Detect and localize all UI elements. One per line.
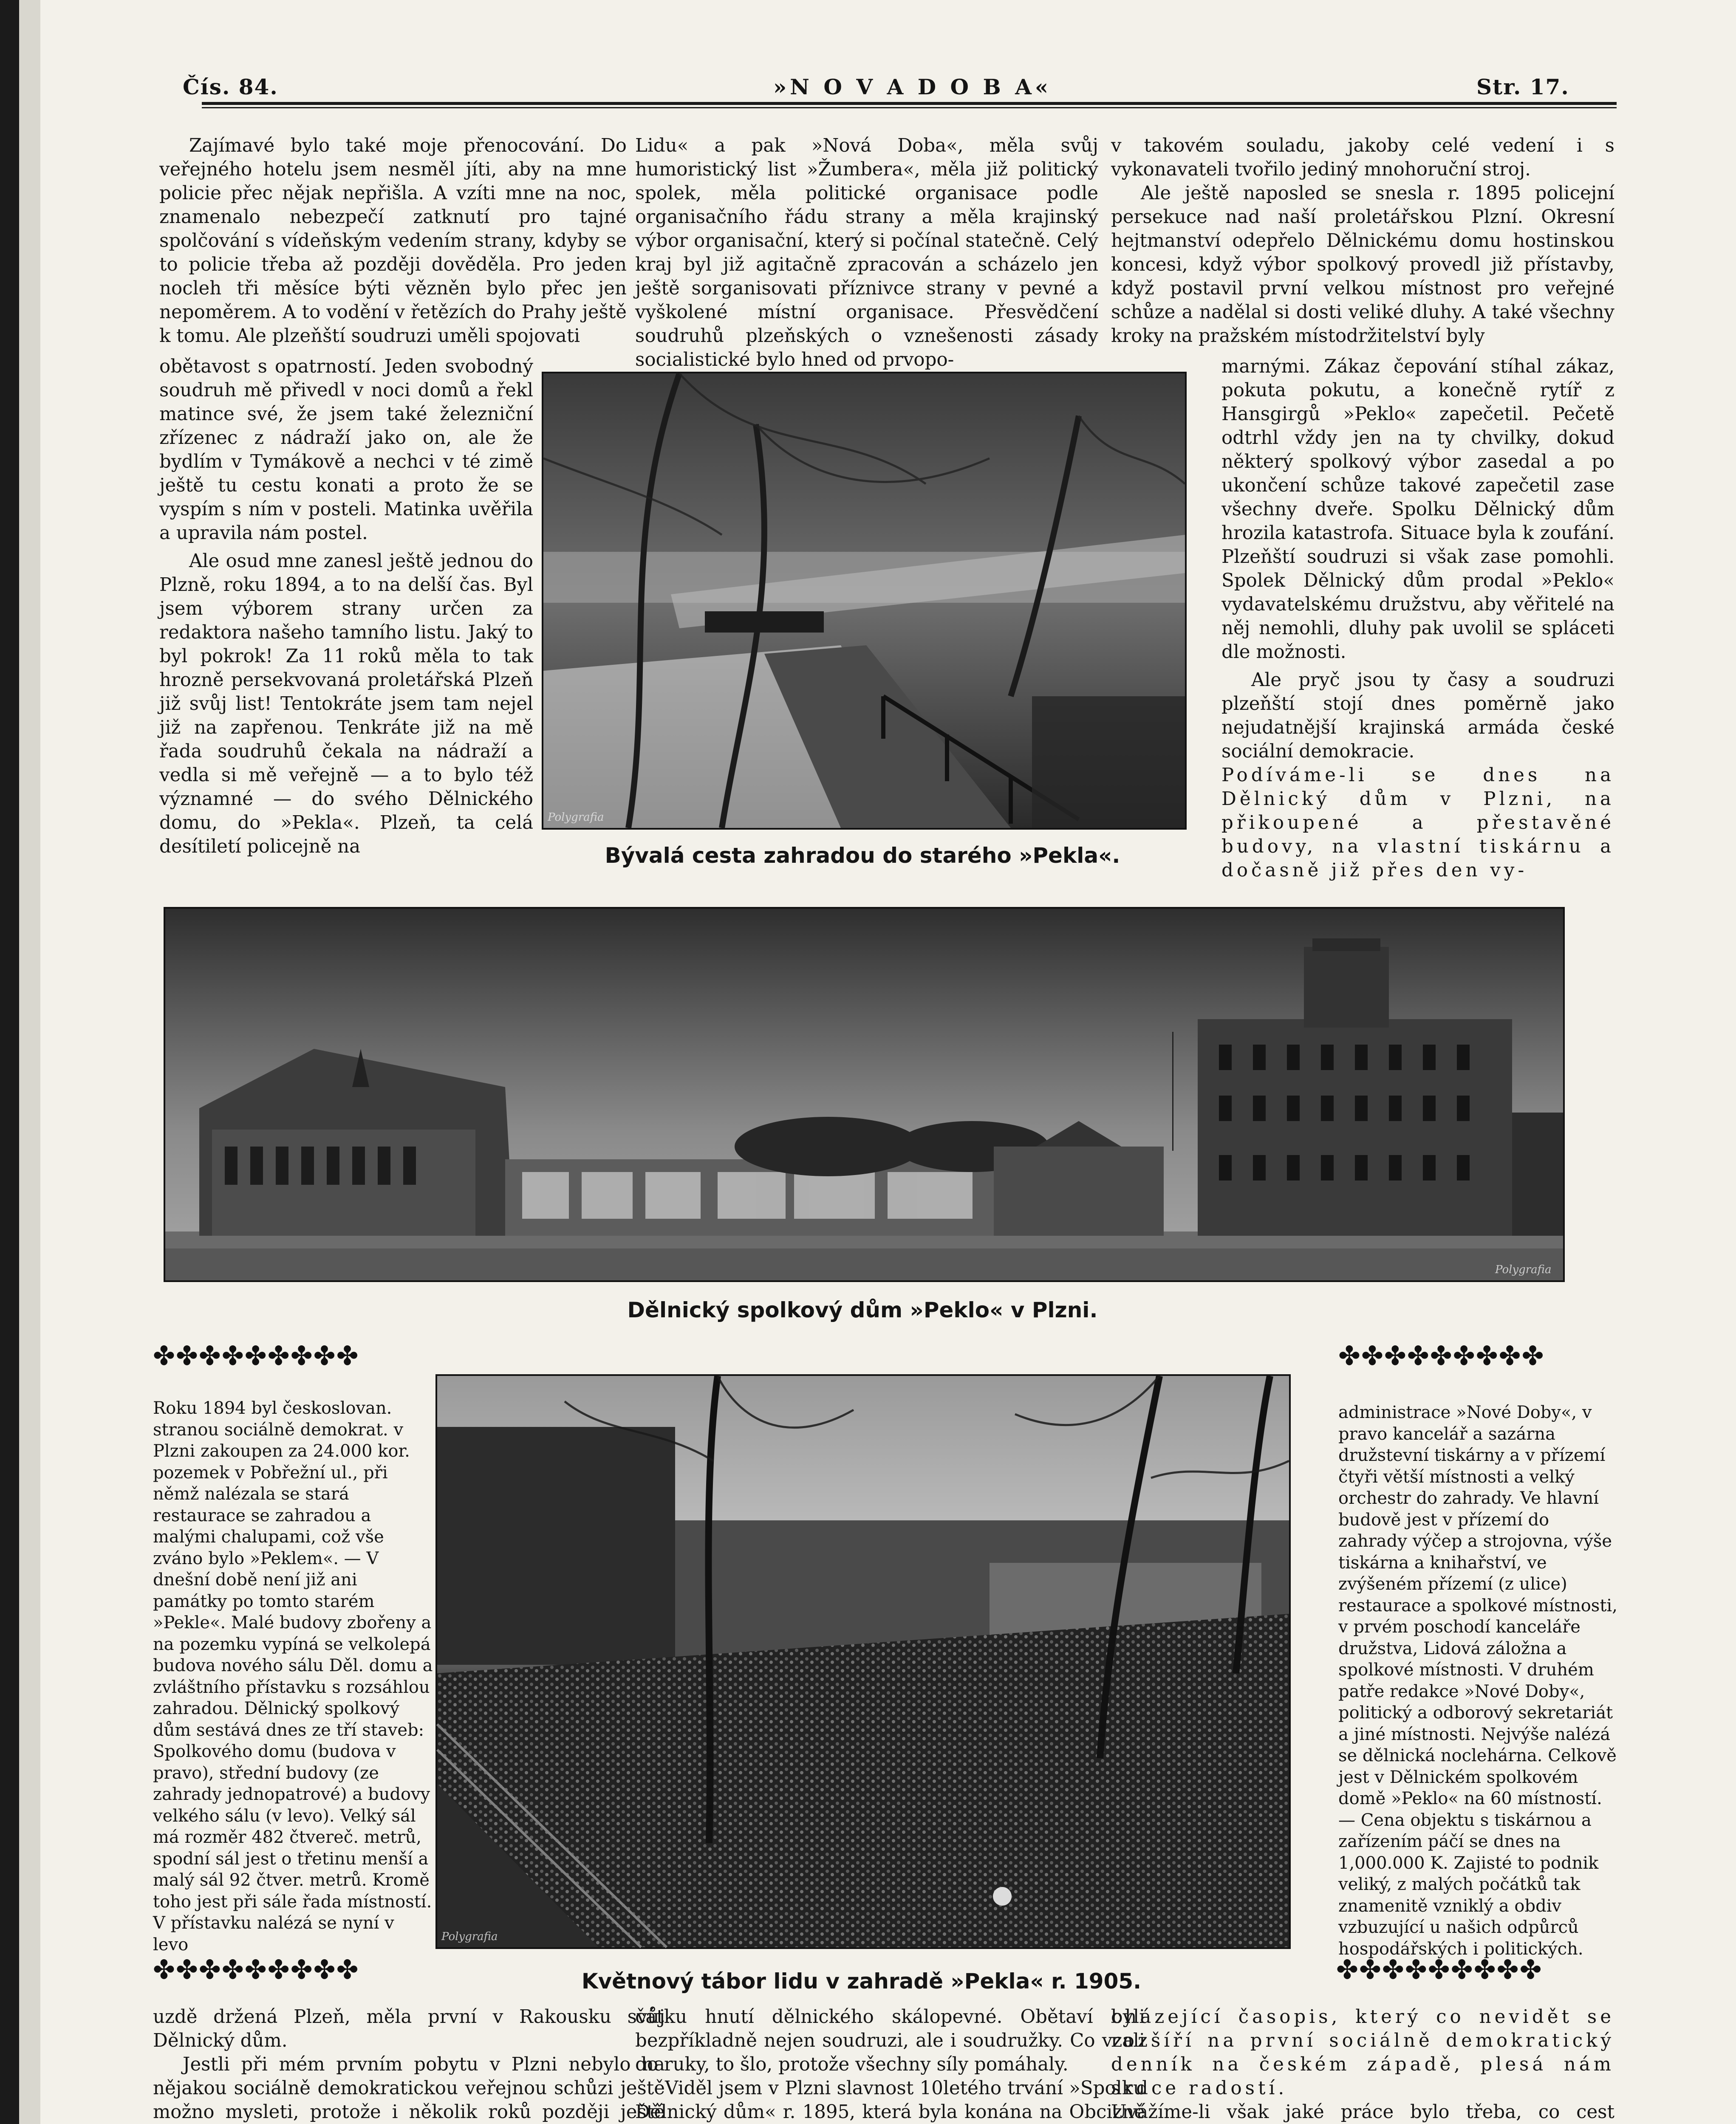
paragraph: uzdě držená Plzeň, měla první v Rakousku svůj Dělnický dům.: [153, 2006, 665, 2051]
photo-may-rally-image: [437, 1376, 1289, 1947]
column-3-top: [1111, 134, 1614, 355]
photo-peklo-building-image: [165, 909, 1563, 1280]
bottom-column-1: [153, 2005, 665, 2124]
header-rule: [202, 102, 1617, 105]
caption-garden-path: Bývalá cesta zahradou do starého »Pekla«.: [605, 843, 1120, 868]
paragraph: administrace »Nové Doby«, v pravo kancelář a sazárna družstevní tiskárny a v přízemí čtyři větší místnosti a velký orchestr do zahrady. Ve hlavní budově jest v přízemí do zahrady výčep a strojovna, výše tiskárna a knihařství, ve zvýšeném přízemí (z ulice) restaurace a spolkové místnosti, v prvém poschodí kanceláře družstva, Lidová záložna a spolkové místnosti. V druhém patře redakce »Nové Doby«, politický a odborový sekretariát a jiné místnosti. Nejvýše nalézá se dělnická noclehárna. Celkově jest v Dělnickém spolkovém domě »Peklo« na 60 místností. — Cena objektu s tiskárnou a zařízením páčí se dnes na 1,000.000 K. Zajisté to podnik veliký, z malých počátků tak znamenitě vzniklý a obdiv vzbuzující u našich odpůrců hospodářských i politických.: [1338, 1403, 1617, 1959]
paragraph: Zajímavé bylo také moje přenocování. Do veřejného hotelu jsem nesměl jíti, aby na mne policie přec nějak nepřišla. A vzíti mne na noc, znamenalo nebezpečí zatknutí pro tajné spolčování s vídeňským vedením strany, kdyby se to policie třeba až později dověděla. Pro jeden nocleh tři měsíce býti vězněn bylo přec jen nepoměrem. A to vodění v řetězích do Prahy ještě k tomu. Ale plzeňští soudruzi uměli spojovati: [159, 135, 627, 347]
ornament-row: ✤✤✤✤✤✤✤✤✤: [1338, 1340, 1545, 1371]
column-3-wrap: [1221, 355, 1614, 881]
header-title: »N O V A D O B A«: [773, 74, 1052, 99]
newspaper-page: [40, 0, 1736, 2124]
photo-garden-path: [542, 372, 1187, 830]
column-1-top: [159, 134, 627, 355]
header-issue-number: Čís. 84.: [183, 74, 278, 99]
ornament-row: ✤✤✤✤✤✤✤✤✤: [1336, 1954, 1543, 1985]
photo-credit: Polygrafia: [1495, 1263, 1552, 1276]
paragraph: Ale osud mne zanesl ještě jednou do Plzně, roku 1894, a to na delší čas. Byl jsem výborem strany určen za redaktora našeho tamního listu. Jaký to byl pokrok! Za 11 roků měla to tak hrozně persekvovaná proletářská Plzeň již svůj list! Tentokráte jsem tam nejel již na zapřenou. Tenkráte již na mě řada soudruhů čekala na nádraží a vedla si mě veřejně — a to bylo též významné — do svého Dělnického domu, do »Pekla«. Plzeň, ta celá desítiletí policejně na: [159, 551, 533, 857]
paragraph-spaced: cházející časopis, který co nevidět se rozšíří na první sociálně demokratický denník na českém západě, plesá nám srdce radostí.: [1111, 2006, 1614, 2099]
paragraph: v takovém souladu, jakoby celé vedení i s vykonavateli tvořilo jediný mnohoruční stroj.: [1111, 135, 1614, 180]
paragraph: marnými. Zákaz čepování stíhal zákaz, pokuta pokutu, a konečně rytíř z Hansgirgů »Peklo« zapečetil. Pečetě odtrhl vždy jen na ty chvilky, dokud některý spolkový výbor zasedal a po ukončení schůze takové zapečetil zase všechny dveře. Spolku Dělnický dům hrozila katastrofa. Situace byla k zoufání. Plzeňští soudruzi si však zase pomohli. Spolek Dělnický dům prodal »Peklo« vydavatelskému družstvu, aby věřitelé na něj nemohli, dluhy pak uvolil se spláceti dle možnosti.: [1221, 356, 1614, 663]
column-2-top: [635, 134, 1098, 370]
paragraph: Uvážíme-li však jaké práce bylo třeba, co cest: [1111, 2101, 1614, 2123]
photo-garden-path-image: [543, 373, 1185, 828]
paragraph-spaced: Podíváme-li se dnes na Dělnický dům v Plzni, na přikoupené a přestavěné budovy, na vlastní tiskárnu a dočasně již přes den vy-: [1221, 765, 1614, 881]
sidebar-left-note: [153, 1398, 433, 1955]
paragraph: Jestli při mém prvním pobytu v Plzni nebylo na nějakou sociálně demokratickou veřejnou schůzi ještě možno mysleti, protože i několik roků později ještě: [153, 2054, 665, 2123]
paragraph: Lidu« a pak »Nová Doba«, měla svůj humoristický list »Žumbera«, měla již politický spolek, měla politické organisace podle organisačního řádu strany a měla krajinský výbor organisační, který si počínal statečně. Celý kraj byl již agitačně zpracován a scházelo jen ještě sorganisovati příznivce strany v pevné a vyškolené místní organisace. Přesvědčení soudruhů plzeňských o vznešenosti zásady socialistické bylo hned od prvopo-: [635, 135, 1098, 370]
paragraph: Viděl jsem v Plzni slavnost 10letého trvání »Spolku Dělnický dům« r. 1895, která byla konána na Obcizně: [635, 2078, 1145, 2123]
ornament-row: ✤✤✤✤✤✤✤✤✤: [153, 1340, 359, 1371]
photo-may-rally: [435, 1374, 1291, 1949]
paragraph: Roku 1894 byl českoslovan. stranou sociálně demokrat. v Plzni zakoupen za 24.000 kor. pozemek v Pobřežní ul., při němž nalézala se stará restaurace se zahradou a malými chalupami, což vše zváno bylo »Peklem«. — V dnešní době není již ani památky po tomto starém »Pekle«. Malé budovy zbořeny a na pozemku vypíná se velkolepá budova nového sálu Děl. domu a zvláštního přístavku s rozsáhlou zahradou. Dělnický spolkový dům sestává dnes ze tří staveb: Spolkového domu (budova v pravo), střední budovy (ze zahrady jednopatrové) a budovy velkého sálu (v levo). Velký sál má rozměr 482 čtvereč. metrů, spodní sál jest o třetinu menší a malý sál 92 čtver. metrů. Kromě toho jest při sále řada místností. V přístavku nalézá se nyní v levo: [153, 1398, 433, 1955]
photo-credit: Polygrafia: [548, 811, 604, 824]
caption-may-rally: Květnový tábor lidu v zahradě »Pekla« r. 1905.: [581, 1969, 1142, 1994]
paragraph: čátku hnutí dělnického skálopevné. Obětaví byli bezpříkladně nejen soudruzi, ale i soudružky. Co vzali do ruky, to šlo, protože všechny síly pomáhaly.: [635, 2006, 1145, 2075]
scan-edge: [0, 0, 19, 2124]
bottom-column-3: [1111, 2005, 1614, 2124]
ornament-row: ✤✤✤✤✤✤✤✤✤: [153, 1954, 359, 1985]
header-rule-thin: [202, 107, 1617, 108]
paragraph: Ale pryč jsou ty časy a soudruzi plzeňští stojí dnes poměrně jako nejudatnější krajinská armáda české sociální demokracie.: [1221, 669, 1614, 762]
paragraph: obětavost s opatrností. Jeden svobodný soudruh mě přivedl v noci domů a řekl matince své, že jsem také železniční zřízenec z nádraží jako on, ale že bydlím v Tymákově a nechci v té zimě ještě tu cestu konati a proto že se vyspím s ním v posteli. Matinka uvěřila a upravila nám postel.: [159, 356, 533, 544]
sidebar-right-note: [1338, 1402, 1623, 1959]
header-page-number: Str. 17.: [1476, 74, 1569, 99]
paragraph: Ale ještě naposled se snesla r. 1895 policejní persekuce nad naší proletářskou Plzní. Okresní hejtmanství odepřelo Dělnickému domu hostinskou koncesi, když výbor spolkový provedl již přístavby, když postavil první velkou místnost pro veřejné schůze a nadělal si dosti veliké dluhy. A také všechny kroky na pražském místodržitelství byly: [1111, 183, 1614, 347]
column-1-wrap: [159, 355, 533, 869]
bottom-column-2: [635, 2005, 1145, 2124]
caption-peklo-building: Dělnický spolkový dům »Peklo« v Plzni.: [627, 1298, 1098, 1322]
photo-peklo-building: [164, 907, 1565, 1282]
photo-credit: Polygrafia: [441, 1930, 498, 1943]
